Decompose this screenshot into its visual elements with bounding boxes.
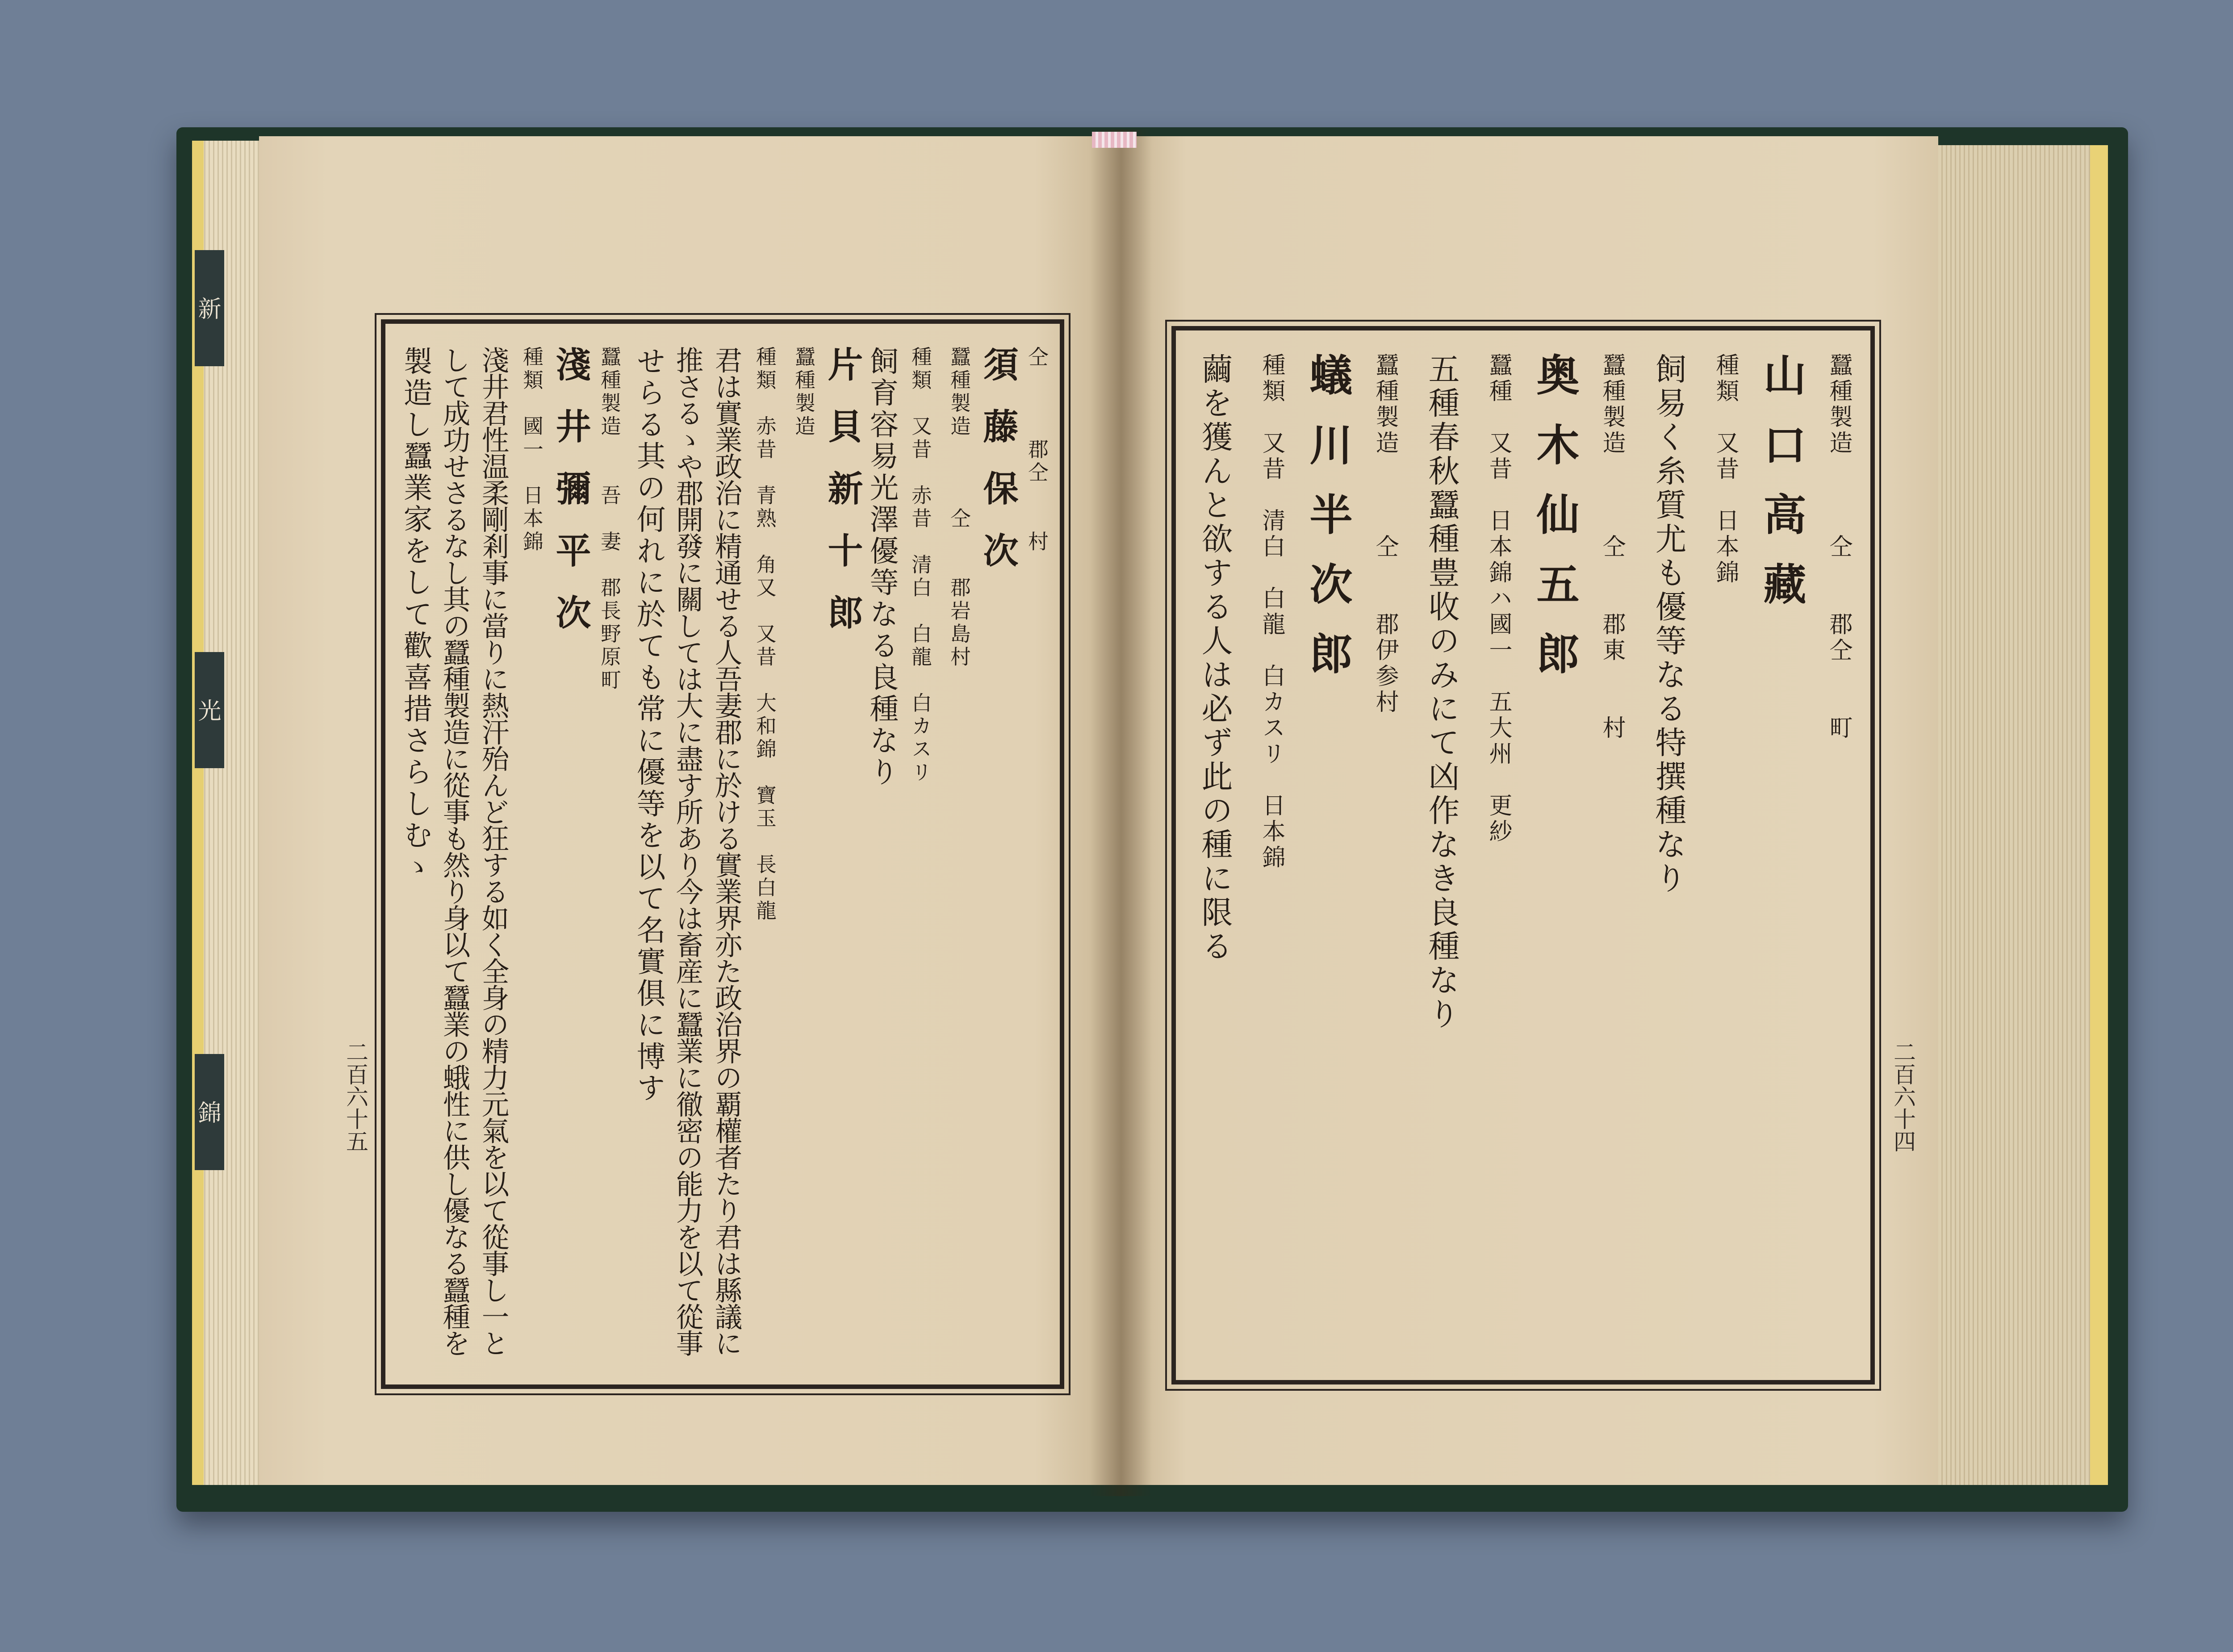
left-page-number: 二百六十五	[343, 1041, 368, 1152]
spine-tab-label: 新	[195, 250, 224, 366]
right-edge-stain	[2090, 145, 2108, 1485]
text-column: 蠶種製造 仝 郡仝 町	[1825, 353, 1852, 741]
right-page-edges	[1938, 145, 2108, 1485]
text-column: 種類 國一 日本錦	[520, 346, 544, 554]
text-column: 蠶種製造	[792, 346, 815, 439]
right-page-frame	[1171, 326, 1875, 1384]
text-column: 種類 赤昔 青熟 角又 又昔 大和錦 寶玉 長白龍	[753, 346, 777, 923]
spine-tab-label: 光	[195, 652, 224, 768]
text-column: 推さるゝや郡開發に關しては大に盡す所あり今は畜産に蠶業に徹密の能力を以て從事	[671, 346, 703, 1356]
text-column: 飼育容易光澤優等なる良種なり	[865, 346, 898, 789]
text-column: 奥木仙五郎	[1530, 353, 1580, 701]
text-column: 飼易く糸質尤も優等なる特撰種なり	[1650, 353, 1687, 896]
text-column: 山口高藏	[1756, 353, 1807, 632]
text-column: 製造し蠶業家をして歡喜措さらしむゝ	[398, 346, 432, 883]
text-column: 種類 又昔 日本錦	[1712, 353, 1739, 586]
book-gutter	[1090, 130, 1152, 1496]
text-column: 淺井彌平次	[550, 346, 591, 657]
left-page-frame	[381, 319, 1064, 1389]
text-column: 君は實業政治に精通せる人吾妻郡に於ける實業界亦た政治界の覇權者たり君は縣議に	[710, 346, 742, 1356]
text-column: 種類 又昔 赤昔 清白 白龍 白カスリ	[908, 346, 932, 785]
text-column: 片貝新十郎	[822, 346, 863, 657]
text-column: せらる其の何れに於ても常に優等を以て名實俱に博す	[631, 346, 665, 1104]
text-column: 仝 郡仝 村	[1025, 346, 1049, 554]
spine-tab-strip	[192, 250, 228, 1322]
spine-tab-label: 錦	[195, 1054, 224, 1170]
binding-stitch	[1092, 132, 1137, 148]
text-column: 須藤保次	[977, 346, 1019, 594]
text-column: 淺井君性温柔剛剎事に當りに熱汗殆んど狂する如く全身の精力元氣を以て從事し一と	[477, 346, 509, 1356]
text-column: 蠶種製造 仝 郡東 村	[1598, 353, 1625, 741]
text-column: 繭を獲んと欲する人は必ず此の種に限る	[1196, 353, 1233, 964]
text-column: 蠶種製造 吾 妻 郡長野原町	[598, 346, 621, 692]
text-column: 蠶種製造 仝 郡岩島村	[947, 346, 971, 669]
right-page-number: 二百六十四	[1890, 1041, 1916, 1152]
text-column: 蠶種 又昔 日本錦ハ國一 五大州 更紗	[1485, 353, 1512, 845]
text-column: して成功せさるなし其の蠶種製造に從事も然り身以て蠶業の蛾性に供し優なる蠶種を	[438, 346, 470, 1356]
left-page-columns	[390, 328, 1055, 1380]
text-column: 五種春秋蠶種豊收のみにて凶作なき良種なり	[1423, 353, 1460, 1032]
right-page-columns	[1180, 335, 1866, 1376]
text-column: 蠶種製造 仝 郡伊参村	[1372, 353, 1398, 715]
text-column: 種類 又昔 清白 白龍 白カスリ 日本錦	[1258, 353, 1285, 871]
text-column: 蟻川半次郎	[1303, 353, 1353, 701]
